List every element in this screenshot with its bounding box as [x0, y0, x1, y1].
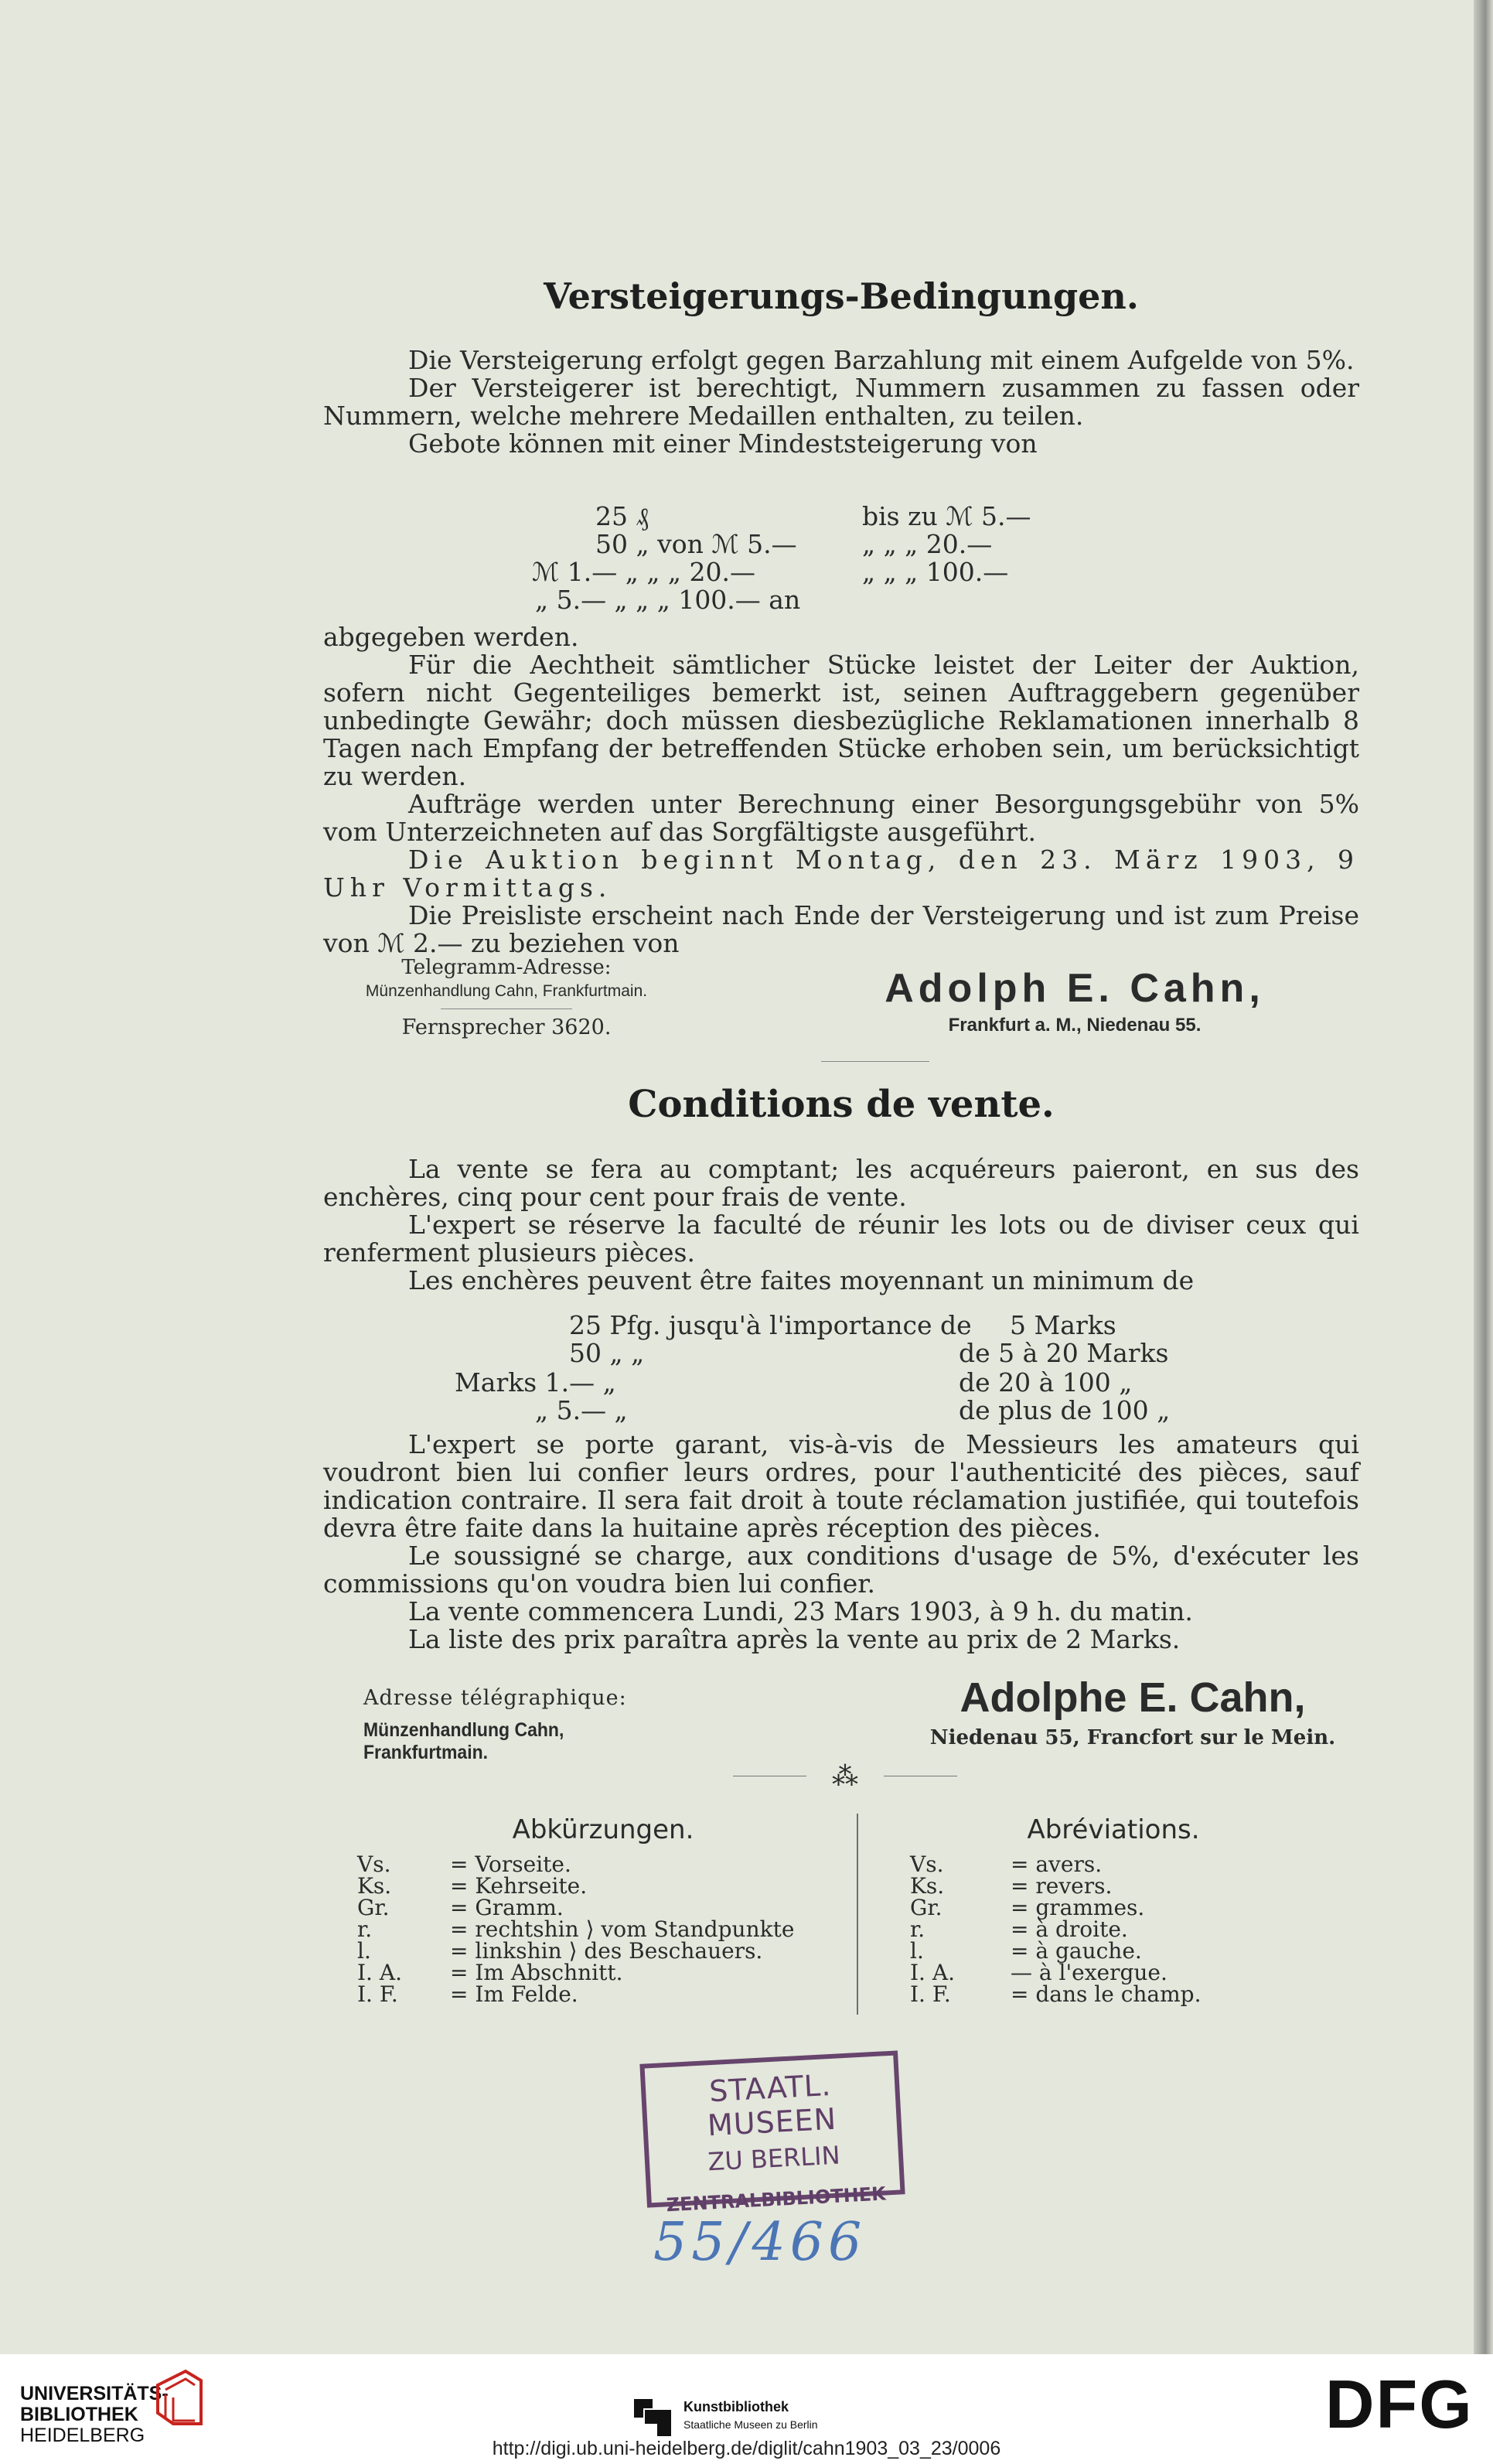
french-paragraph-2: L'expert se réserve la faculté de réunir les lots ou de diviser ceux qui renferment plusieurs pièces. — [323, 1210, 1359, 1268]
abbreviations-de-list — [357, 1851, 795, 2007]
telegram-address: Münzenhandlung Cahn, Frankfurtmain. — [363, 1719, 564, 1763]
source-url[interactable]: http://digi.ub.uni-heidelberg.de/diglit/cahn1903_03_23/0006 — [492, 2438, 1001, 2459]
list-item: r. = à droite. — [910, 1916, 1128, 1942]
list-item: I. F. = dans le champ. — [910, 1981, 1202, 2007]
dfg-logo: DFG — [1325, 2366, 1474, 2442]
list-item: I. F. = Im Felde. — [357, 1981, 578, 2007]
german-body — [323, 623, 1359, 957]
french-intro — [323, 1155, 1359, 1295]
list-item: Ks. = revers. — [910, 1873, 1113, 1899]
ornament-icon: ⁂ — [806, 1761, 884, 1792]
french-paragraph-5: Le soussigné se charge, aux conditions d'usage de 5%, d'exécuter les commissions qu'on voudra bien lui confier. — [323, 1541, 1359, 1599]
german-paragraph-5: Für die Aechtheit sämtlicher Stücke leistet der Leiter der Auktion, sofern nicht Gegenteiliges bemerkt ist, seinen Auftraggebern gegenüber unbedingte Gewähr; doch müssen diesbezügliche Reklamationen innerhalb 8 Tagen nach Empfang der betreffenden Stücke erhoben sein, um berücksichtigt zu werden. — [323, 650, 1359, 791]
german-paragraph-8: Die Preisliste erscheint nach Ende der Versteigerung und ist zum Preise von ℳ 2.— zu beziehen von — [323, 900, 1359, 958]
french-title: Conditions de vente. — [628, 1083, 1055, 1126]
signature-address: Frankfurt a. M., Niedenau 55. — [948, 1015, 1202, 1036]
french-paragraph-3: Les enchères peuvent être faites moyennant un minimum de — [408, 1265, 1195, 1295]
french-increment-row: 25 Pfg. jusqu'à l'importance de — [569, 1310, 972, 1340]
german-increment-row: 50 „ von ℳ 5.— — [595, 529, 797, 559]
french-body — [323, 1431, 1359, 1653]
german-paragraph-2: Der Versteigerer ist berechtigt, Nummern zusammen zu fassen oder Nummern, welche mehrere Medaillen enthalten, zu teilen. — [323, 373, 1359, 431]
german-title: Versteigerungs-Bedingungen. — [544, 275, 1139, 317]
handwritten-shelfmark: 55/466 — [653, 2212, 867, 2273]
french-increment-row: de 5 à 20 Marks — [959, 1338, 1169, 1368]
list-item: I. A. = Im Abschnitt. — [357, 1960, 623, 1985]
kunstbibliothek-text: Kunstbibliothek Staatliche Museen zu Berlin — [683, 2399, 818, 2431]
list-item: Vs. = Vorseite. — [357, 1851, 571, 1877]
signature-name: Adolphe E. Cahn, — [960, 1674, 1306, 1721]
german-increment-row: 25 ₰ — [595, 501, 649, 531]
telegram-address: Münzenhandlung Cahn, Frankfurtmain. — [365, 982, 648, 1000]
french-increment-row: de plus de 100 „ — [959, 1395, 1171, 1425]
german-paragraph-6: Aufträge werden unter Berechnung einer Besorgungsgebühr von 5% vom Unterzeichneten auf das Sorgfältigste ausgeführt. — [323, 789, 1359, 847]
german-signature-block — [866, 965, 1283, 1036]
german-paragraph-1: Die Versteigerung erfolgt gegen Barzahlung mit einem Aufgelde von 5%. — [408, 345, 1355, 375]
abbreviations-fr-title: Abréviations. — [1027, 1814, 1200, 1845]
library-stamp: STAATL. MUSEEN ZU BERLIN ZENTRALBIBLIOTHEK — [639, 2050, 905, 2207]
french-increment-row: „ 5.— „ — [535, 1395, 628, 1425]
french-paragraph-7: La liste des prix paraîtra après la vente au prix de 2 Marks. — [408, 1624, 1181, 1654]
list-item: r. = rechtshin ⟩ vom Standpunkte — [357, 1916, 795, 1942]
heidelberg-logo-icon — [152, 2367, 207, 2428]
german-intro — [323, 346, 1359, 458]
list-item: I. A. — à l'exergue. — [910, 1960, 1167, 1985]
list-item: l. = à gauche. — [910, 1938, 1142, 1964]
list-item: Vs. = avers. — [910, 1851, 1103, 1877]
list-item: Ks. = Kehrseite. — [357, 1873, 588, 1899]
abbreviations-fr-list — [910, 1851, 1202, 2007]
french-increment-row: Marks 1.— „ — [455, 1367, 616, 1398]
signature-address: Niedenau 55, Francfort sur le Mein. — [929, 1726, 1336, 1749]
signature-name: Adolph E. Cahn, — [885, 966, 1265, 1011]
french-paragraph-4: L'expert se porte garant, vis-à-vis de Messieurs les amateurs qui voudront bien lui confier leurs ordres, pour l'authenticité des pièces, sauf indication contraire. Il sera fait droit à toute réclamation justifiée, qui toutefois devra être faite dans la huitaine après réception des pièces. — [323, 1429, 1359, 1543]
french-signature-block — [905, 1674, 1361, 1749]
university-library-logo: UNIVERSITÄTS- BIBLIOTHEK HEIDELBERG — [20, 2383, 169, 2446]
page-edge-shadow — [1474, 0, 1493, 2354]
digitization-footer — [0, 2354, 1493, 2464]
telegram-label: Adresse télégraphique: — [363, 1686, 627, 1710]
french-increment-row: de 20 à 100 „ — [959, 1367, 1133, 1398]
telegram-label: Telegramm-Adresse: — [401, 956, 612, 979]
list-item: Gr. = Gramm. — [357, 1895, 564, 1920]
german-increment-row: „ „ „ 20.— — [862, 529, 993, 559]
french-paragraph-6: La vente commencera Lundi, 23 Mars 1903, à 9 h. du matin. — [408, 1596, 1193, 1626]
french-increment-row: 5 Marks — [1010, 1310, 1116, 1340]
german-paragraph-7: Die Auktion beginnt Montag, den 23. März 1903, 9 Uhr Vormittags. — [323, 845, 1359, 903]
phone-number: Fernsprecher 3620. — [401, 1015, 612, 1039]
abbreviations-de-title: Abkürzungen. — [512, 1814, 694, 1845]
german-increment-row: ℳ 1.— „ „ „ 20.— — [532, 557, 755, 587]
german-paragraph-4: abgegeben werden. — [323, 622, 579, 652]
list-item: Gr. = grammes. — [910, 1895, 1145, 1920]
german-telegram-block — [352, 956, 661, 1039]
german-increment-row: bis zu ℳ 5.— — [862, 501, 1031, 531]
french-increment-row: 50 „ „ — [569, 1338, 645, 1368]
section-divider — [821, 1061, 929, 1062]
french-telegram-block — [363, 1686, 673, 1764]
german-paragraph-3: Gebote können mit einer Mindeststeigerung von — [408, 428, 1038, 459]
kunstbibliothek-logo-icon — [634, 2399, 673, 2438]
column-divider — [857, 1814, 858, 2015]
german-increment-row: „ „ „ 100.— — [862, 557, 1009, 587]
list-item: l. = linkshin ⟩ des Beschauers. — [357, 1938, 763, 1964]
french-paragraph-1: La vente se fera au comptant; les acquéreurs paieront, en sus des enchères, cinq pour cent pour frais de vente. — [323, 1154, 1359, 1212]
german-increment-row: „ 5.— „ „ „ 100.— an — [535, 585, 801, 615]
